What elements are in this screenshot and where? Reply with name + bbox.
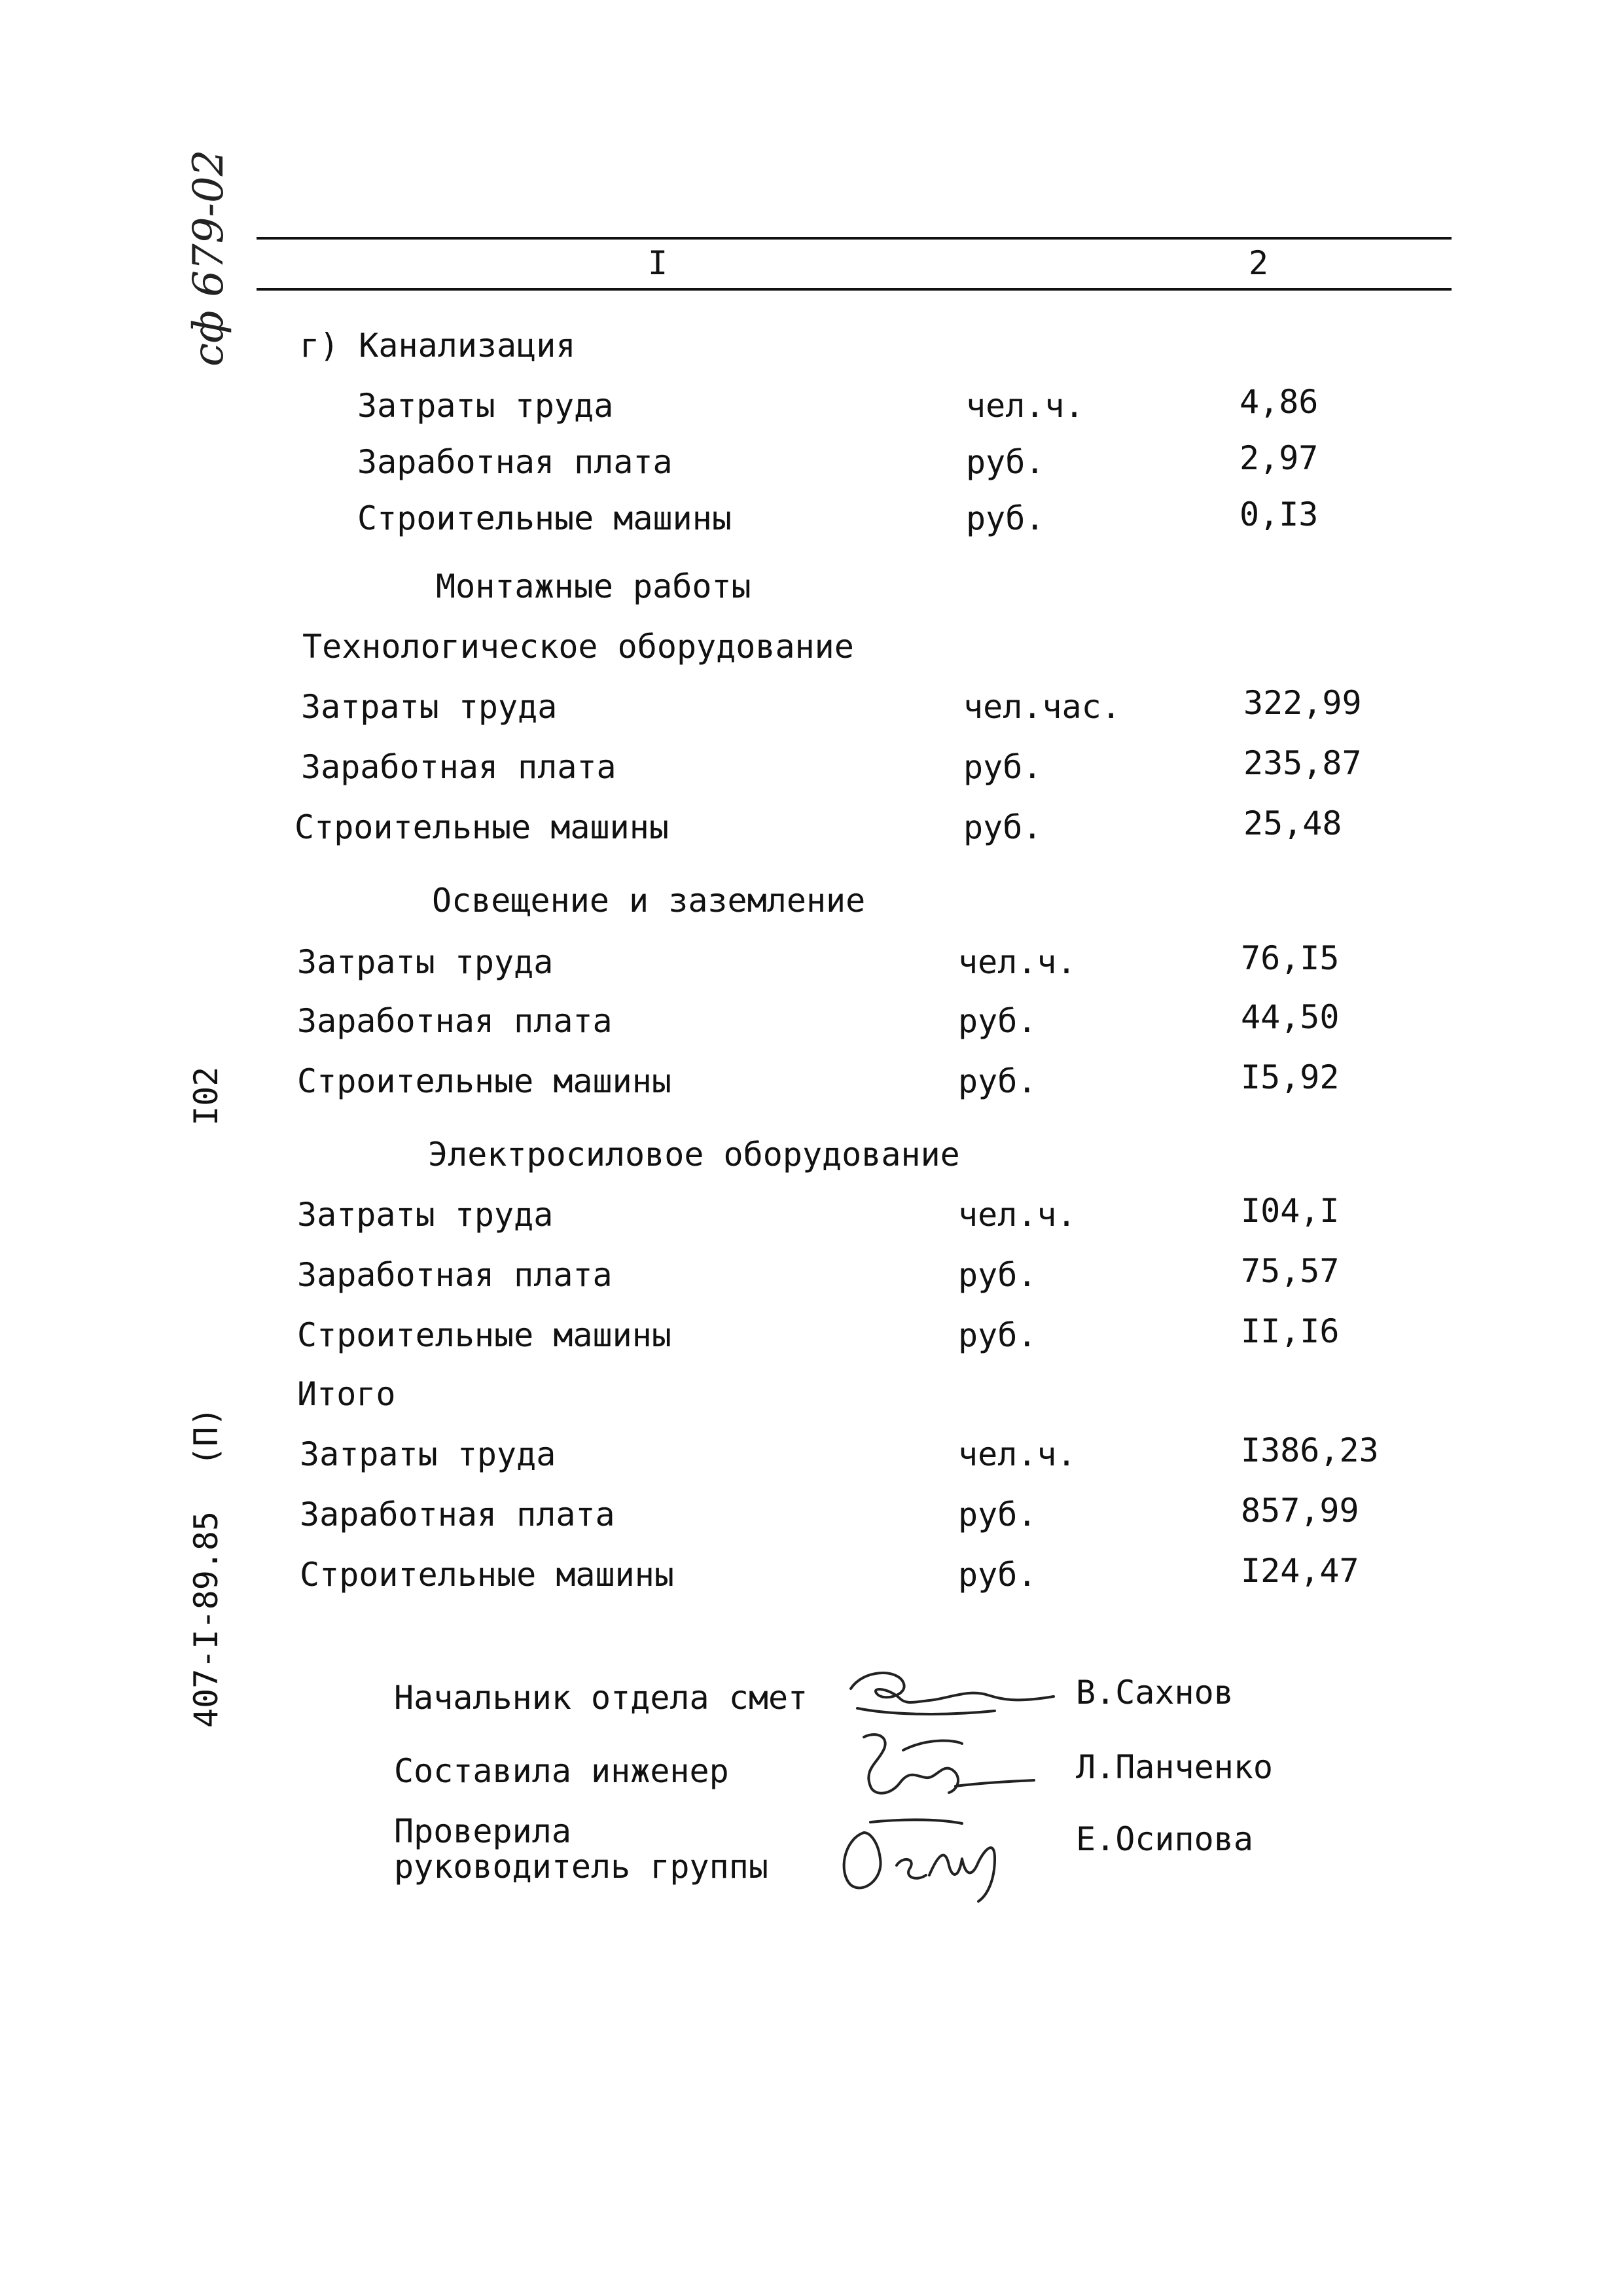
row-label: Затраты труда <box>357 387 614 425</box>
header-top-rule <box>257 237 1452 240</box>
row-label: Заработная плата <box>297 1002 613 1040</box>
row-value: 322,99 <box>1243 684 1362 722</box>
section-title-tech: Технологическое оборудование <box>302 628 854 666</box>
row-value: 75,57 <box>1241 1252 1340 1290</box>
column-1-header: I <box>648 244 668 282</box>
row-unit: руб. <box>966 499 1045 537</box>
row-value: 25,48 <box>1243 804 1342 842</box>
row-value: I24,47 <box>1241 1552 1359 1590</box>
row-label: Заработная плата <box>297 1256 613 1294</box>
row-value: 235,87 <box>1243 744 1362 782</box>
signature-role: Начальник отдела смет <box>394 1679 808 1717</box>
row-label: Затраты труда <box>301 688 558 726</box>
row-unit: чел.ч. <box>958 943 1077 981</box>
row-label: Строительные машины <box>297 1062 671 1100</box>
row-label: Затраты труда <box>297 943 554 981</box>
row-unit: руб. <box>958 1316 1037 1354</box>
signature-role: Составила инженер <box>394 1752 729 1790</box>
signature-name: Е.Осипова <box>1076 1820 1253 1858</box>
row-unit: руб. <box>958 1256 1037 1294</box>
section-title-sewerage: г) Канализация <box>300 327 576 365</box>
row-value: 857,99 <box>1241 1492 1359 1530</box>
row-value: 4,86 <box>1240 383 1319 421</box>
signature-role-line2: руководитель группы <box>394 1848 768 1886</box>
row-label: Строительные машины <box>294 808 669 846</box>
section-title-power: Электросиловое оборудование <box>428 1136 960 1174</box>
header-bottom-rule <box>257 288 1452 291</box>
row-unit: чел.час. <box>963 688 1121 726</box>
row-unit: чел.ч. <box>966 387 1084 425</box>
section-title-montage: Монтажные работы <box>436 567 751 605</box>
row-label: Заработная плата <box>300 1496 615 1534</box>
signature-name: В.Сахнов <box>1076 1674 1234 1712</box>
row-unit: руб. <box>966 443 1045 481</box>
row-label: Заработная плата <box>357 443 673 481</box>
row-label: Заработная плата <box>301 748 616 786</box>
row-unit: руб. <box>963 808 1043 846</box>
row-unit: чел.ч. <box>958 1435 1077 1473</box>
row-value: I04,I <box>1241 1192 1340 1230</box>
row-value: I386,23 <box>1241 1431 1379 1469</box>
signature-name: Л.Панченко <box>1076 1748 1274 1786</box>
row-value: 44,50 <box>1241 998 1340 1036</box>
doc-code: 407-I-89.85 <box>187 1511 225 1728</box>
row-value: 2,97 <box>1240 439 1319 477</box>
doc-code-suffix: (П) <box>187 1407 225 1466</box>
handwritten-signature <box>838 1724 1041 1809</box>
row-label: Затраты труда <box>297 1196 554 1234</box>
row-unit: чел.ч. <box>958 1196 1077 1234</box>
row-label: Затраты труда <box>300 1435 556 1473</box>
row-unit: руб. <box>958 1556 1037 1594</box>
section-title-total: Итого <box>297 1375 396 1413</box>
row-label: Строительные машины <box>297 1316 671 1354</box>
row-label: Строительные машины <box>357 499 732 537</box>
section-title-lighting: Освещение и заземление <box>432 882 866 920</box>
handwritten-signature <box>831 1813 1041 1905</box>
row-value: 0,I3 <box>1240 495 1319 533</box>
row-value: II,I6 <box>1241 1312 1340 1350</box>
row-unit: руб. <box>958 1002 1037 1040</box>
signature-role-line1: Проверила <box>394 1812 571 1850</box>
page-number: I02 <box>187 1066 225 1126</box>
row-label: Строительные машины <box>300 1556 674 1594</box>
row-value: 76,I5 <box>1241 939 1340 977</box>
row-unit: руб. <box>958 1496 1037 1534</box>
row-value: I5,92 <box>1241 1058 1340 1096</box>
column-2-header: 2 <box>1249 244 1269 282</box>
margin-code: сф 679-02 <box>185 149 233 367</box>
row-unit: руб. <box>958 1062 1037 1100</box>
row-unit: руб. <box>963 748 1043 786</box>
